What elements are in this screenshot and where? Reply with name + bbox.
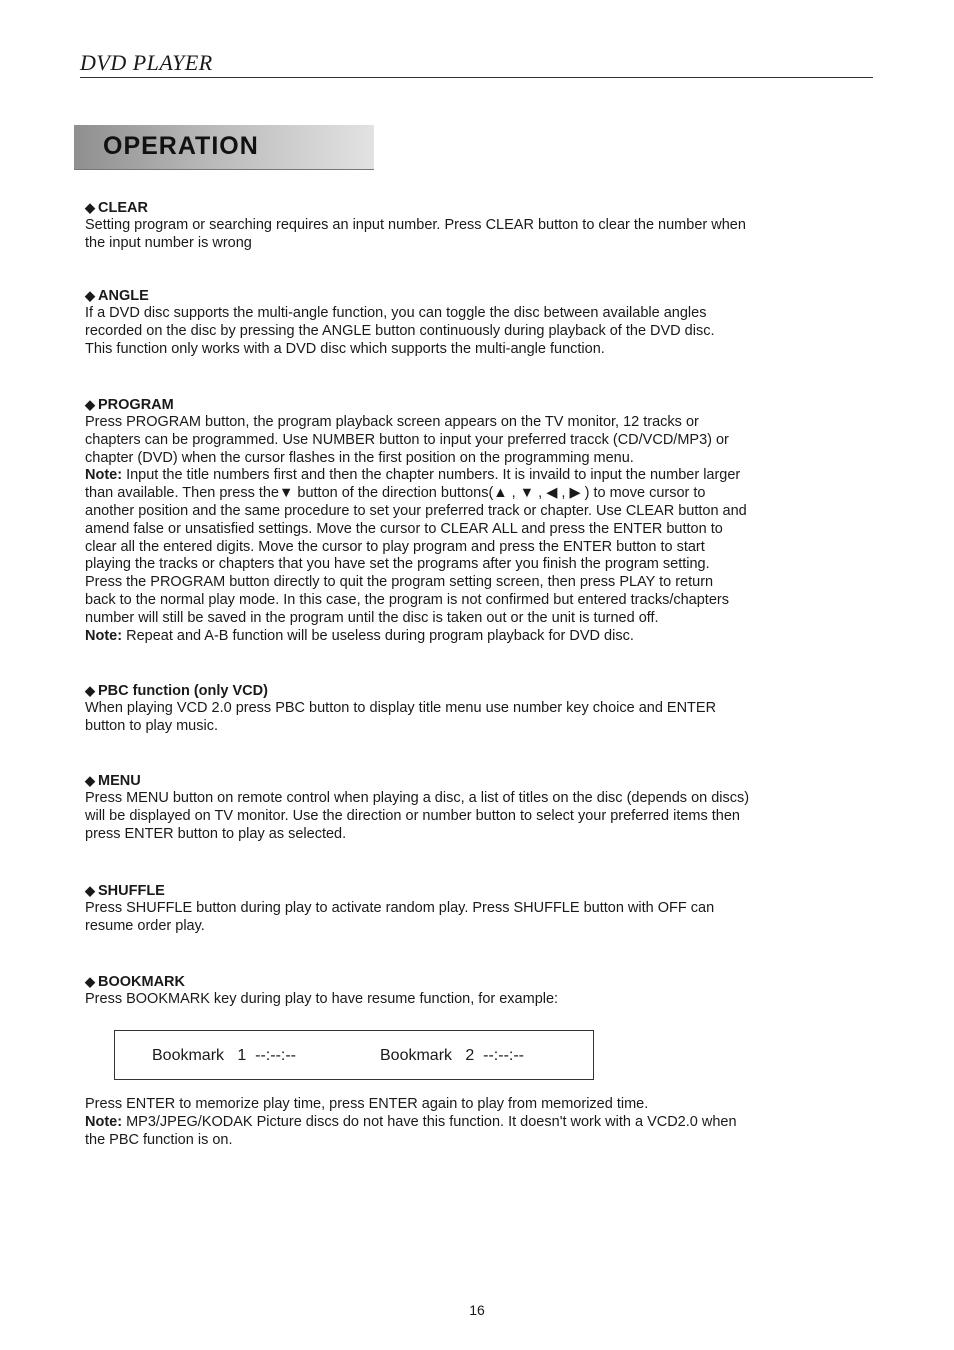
bullet-diamond-icon: ◆ — [85, 683, 95, 698]
section-shuffle — [85, 882, 875, 936]
section-line: This function only works with a DVD disc which supports the multi-angle function. — [85, 340, 605, 357]
section-pbc — [85, 682, 875, 736]
operation-banner — [74, 125, 374, 170]
section-line: When playing VCD 2.0 press PBC button to display title menu use number key choice and ENTER — [85, 700, 717, 716]
arrow-up-icon: ▲ — [493, 485, 508, 502]
section-line: another position and the same procedure to set your preferred track or chapter. Use CLEAR button and — [85, 502, 747, 519]
section-heading: ◆ SHUFFLE — [85, 883, 165, 899]
header-rule — [80, 77, 873, 78]
section-line: Press ENTER to memorize play time, press ENTER again to play from memorized time. — [85, 1096, 649, 1112]
bullet-diamond-icon: ◆ — [85, 883, 95, 898]
section-heading: ◆ MENU — [85, 773, 141, 789]
note-line: Note: MP3/JPEG/KODAK Picture discs do not have this function. It doesn't work with a VCD2.0 when — [85, 1113, 737, 1130]
banner-title: OPERATION — [103, 132, 259, 160]
section-line: recorded on the disc by pressing the ANGLE button continuously during playback of the DVD disc. — [85, 322, 715, 339]
section-heading: ◆ BOOKMARK — [85, 974, 185, 990]
section-line: Press SHUFFLE button during play to activate random play. Press SHUFFLE button with OFF can — [85, 900, 715, 916]
bookmark-item-1: Bookmark 1 --:--:-- — [152, 1047, 297, 1064]
arrow-down-icon: ▼ — [519, 485, 535, 502]
section-line: playing the tracks or chapters that you have set the programs after you finish the program setting. — [85, 556, 710, 573]
section-bookmark-after — [85, 1096, 875, 1149]
section-line: back to the normal play mode. In this case, the program is not confirmed but entered tracks/chapters — [85, 591, 729, 608]
section-heading: ◆ PROGRAM — [85, 397, 174, 413]
arrow-right-icon: ▶ — [569, 485, 581, 502]
note-label: Note: — [85, 467, 123, 484]
bullet-diamond-icon: ◆ — [85, 974, 95, 989]
section-heading: ◆ PBC function (only VCD) — [85, 683, 268, 699]
section-line: Press PROGRAM button, the program playback screen appears on the TV monitor, 12 tracks or — [85, 414, 699, 430]
section-line: Press the PROGRAM button directly to quit the program setting screen, then press PLAY to return — [85, 574, 714, 591]
section-line: If a DVD disc supports the multi-angle function, you can toggle the disc between available angles — [85, 305, 707, 321]
direction-line: than available. Then press the▼ button of the direction buttons(▲ , ▼ , ◀ , ▶ ) to move cursor to — [85, 485, 706, 502]
section-line: chapter (DVD) when the cursor flashes in the first position on the programming menu. — [85, 449, 634, 466]
bookmark-example-box — [114, 1030, 594, 1080]
section-line: will be displayed on TV monitor. Use the direction or number button to select your preferred items then — [85, 807, 740, 824]
section-line: resume order play. — [85, 917, 205, 934]
section-line: Press BOOKMARK key during play to have resume function, for example: — [85, 991, 559, 1007]
section-line: number will still be saved in the program until the disc is taken out or the unit is turned off. — [85, 609, 659, 626]
section-angle — [85, 287, 875, 358]
section-menu — [85, 772, 875, 843]
note-line: Note: Input the title numbers first and then the chapter numbers. It is invaild to input the number larger — [85, 467, 741, 484]
bullet-diamond-icon: ◆ — [85, 397, 95, 412]
section-heading: ◆ ANGLE — [85, 288, 149, 304]
note-label: Note: — [85, 627, 123, 644]
section-line: the PBC function is on. — [85, 1131, 233, 1148]
header-title: DVD PLAYER — [80, 50, 213, 75]
bullet-diamond-icon: ◆ — [85, 200, 95, 215]
bullet-diamond-icon: ◆ — [85, 288, 95, 303]
section-line: chapters can be programmed. Use NUMBER button to input your preferred tracck (CD/VCD/MP3) or — [85, 431, 729, 448]
bookmark-item-2: Bookmark 2 --:--:-- — [380, 1047, 525, 1064]
page-number: 16 — [469, 1302, 485, 1318]
section-line: clear all the entered digits. Move the cursor to play program and press the ENTER button to start — [85, 538, 705, 555]
section-line: Setting program or searching requires an input number. Press CLEAR button to clear the number when — [85, 217, 746, 233]
section-clear — [85, 199, 875, 253]
arrow-left-icon: ◀ — [546, 485, 558, 502]
note-label: Note: — [85, 1113, 123, 1130]
section-line: Press MENU button on remote control when playing a disc, a list of titles on the disc (depends on discs) — [85, 790, 750, 806]
arrow-down-icon: ▼ — [279, 485, 294, 502]
section-heading: ◆ CLEAR — [85, 200, 148, 216]
note-line: Note: Repeat and A-B function will be useless during program playback for DVD disc. — [85, 627, 634, 644]
section-line: the input number is wrong — [85, 234, 252, 251]
section-line: press ENTER button to play as selected. — [85, 825, 347, 842]
section-bookmark — [85, 973, 875, 1009]
section-line: amend false or unsatisfied settings. Move the cursor to CLEAR ALL and press the ENTER button to — [85, 520, 723, 537]
section-line: button to play music. — [85, 717, 218, 734]
section-program — [85, 396, 875, 645]
bullet-diamond-icon: ◆ — [85, 773, 95, 788]
